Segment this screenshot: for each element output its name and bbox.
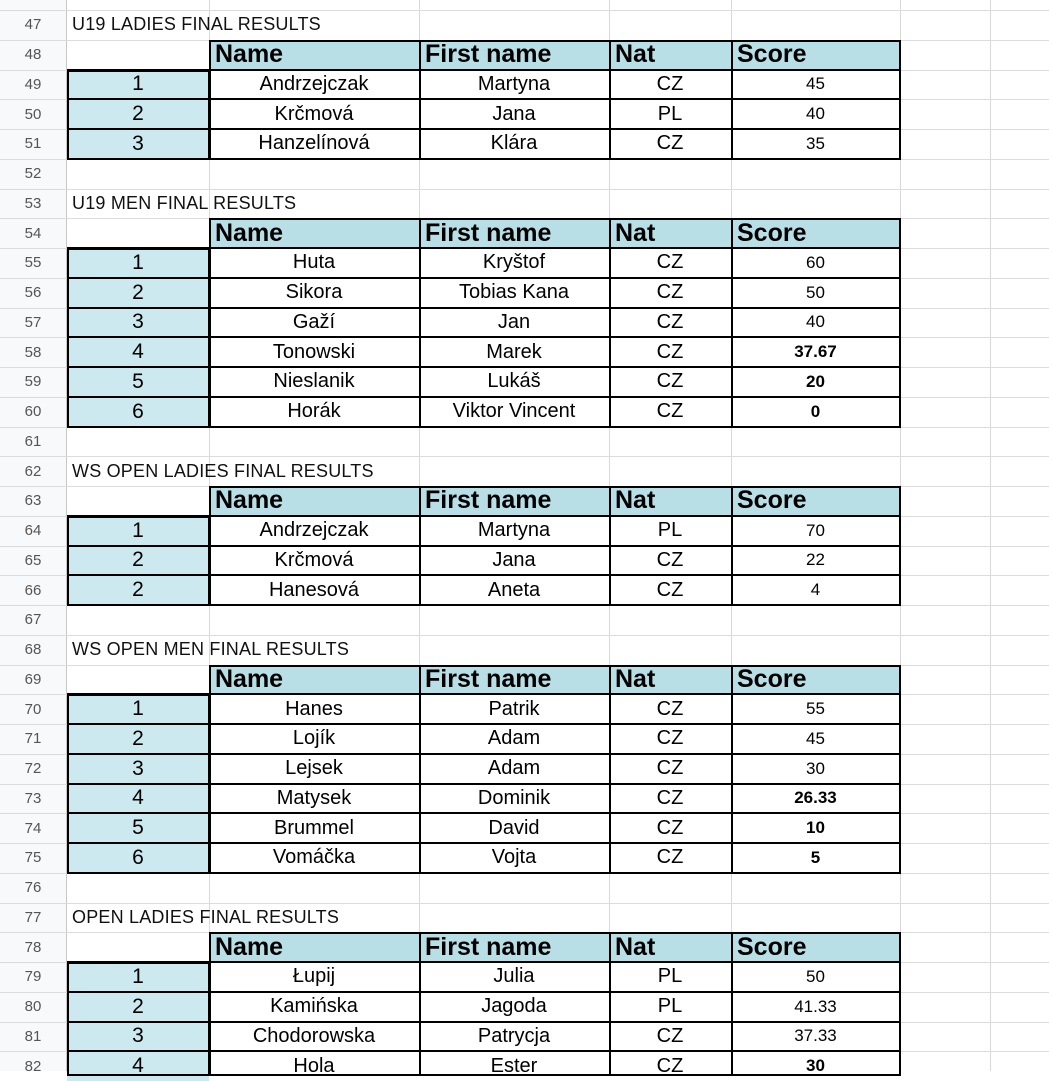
- name-cell[interactable]: Vomáčka: [272, 846, 356, 869]
- row-gridline: [0, 427, 1049, 428]
- header-nat[interactable]: Nat: [615, 40, 656, 69]
- rank-cell[interactable]: 1: [132, 250, 144, 274]
- first-name-cell[interactable]: Marek: [486, 340, 542, 363]
- sheet-row[interactable]: [0, 665, 1049, 695]
- table-row-divider: [67, 1050, 900, 1052]
- row-number[interactable]: 72: [24, 760, 42, 778]
- row-number[interactable]: 47: [24, 16, 42, 34]
- table-row-divider: [67, 842, 900, 844]
- first-name-cell[interactable]: Adam: [487, 757, 541, 780]
- first-name-cell[interactable]: Viktor Vincent: [452, 400, 576, 423]
- first-name-cell[interactable]: Jan: [497, 310, 531, 333]
- row-number[interactable]: 79: [24, 968, 42, 986]
- nat-cell[interactable]: CZ: [656, 370, 684, 393]
- sheet-row[interactable]: [0, 813, 1049, 843]
- header-first-name[interactable]: First name: [425, 40, 552, 69]
- rank-cell[interactable]: 2: [132, 548, 144, 572]
- first-name-cell[interactable]: Lukáš: [487, 370, 541, 393]
- row-number[interactable]: 57: [24, 313, 42, 331]
- table-column-divider: [731, 932, 733, 1075]
- sheet-row[interactable]: [0, 248, 1049, 278]
- sheet-row[interactable]: [0, 189, 1049, 219]
- table-row-divider: [67, 366, 900, 368]
- sheet-row[interactable]: [0, 218, 1049, 248]
- name-cell[interactable]: Andrzejczak: [259, 72, 369, 95]
- score-cell[interactable]: 37.67: [794, 342, 837, 362]
- row-number[interactable]: 49: [24, 75, 42, 93]
- row-number[interactable]: 68: [24, 641, 42, 659]
- sheet-row[interactable]: [0, 397, 1049, 427]
- name-cell[interactable]: Tonowski: [272, 340, 356, 363]
- rank-cell[interactable]: 1: [132, 72, 144, 96]
- header-first-name[interactable]: First name: [425, 664, 552, 693]
- header-first-name[interactable]: First name: [425, 218, 552, 247]
- nat-cell[interactable]: CZ: [656, 72, 684, 95]
- table-row-divider: [67, 783, 900, 785]
- table-row-divider: [67, 961, 900, 963]
- score-cell[interactable]: 35: [806, 133, 825, 153]
- row-number[interactable]: 63: [24, 492, 42, 510]
- sheet-row[interactable]: [0, 605, 1049, 635]
- sheet-row[interactable]: [0, 932, 1049, 962]
- rank-cell[interactable]: 1: [132, 964, 144, 988]
- nat-cell[interactable]: CZ: [656, 281, 684, 304]
- first-name-cell[interactable]: Jagoda: [481, 995, 547, 1018]
- rank-cell[interactable]: 5: [132, 816, 144, 840]
- score-cell[interactable]: 22: [806, 550, 825, 570]
- nat-cell[interactable]: CZ: [656, 786, 684, 809]
- sheet-row[interactable]: [0, 962, 1049, 992]
- score-cell[interactable]: 45: [806, 74, 825, 94]
- name-cell[interactable]: Huta: [292, 251, 336, 274]
- row-number[interactable]: 56: [24, 284, 42, 302]
- row-number[interactable]: 64: [24, 522, 42, 540]
- header-score[interactable]: Score: [737, 664, 807, 693]
- score-cell[interactable]: 26.33: [794, 788, 837, 808]
- score-cell[interactable]: 60: [806, 252, 825, 272]
- header-nat[interactable]: Nat: [615, 664, 656, 693]
- table-row-divider: [67, 753, 900, 755]
- name-cell[interactable]: Lojík: [292, 727, 336, 750]
- row-number[interactable]: 75: [24, 849, 42, 867]
- first-name-cell[interactable]: Patrik: [488, 697, 540, 720]
- section-title: U19 LADIES FINAL RESULTS: [72, 14, 321, 35]
- score-cell[interactable]: 0: [810, 401, 821, 421]
- nat-cell[interactable]: PL: [657, 519, 683, 542]
- name-cell[interactable]: Krčmová: [274, 548, 354, 571]
- table-row-divider: [67, 574, 900, 576]
- nat-cell[interactable]: PL: [657, 995, 683, 1018]
- header-score[interactable]: Score: [737, 486, 807, 515]
- header-first-name[interactable]: First name: [425, 486, 552, 515]
- score-cell[interactable]: 50: [806, 966, 825, 986]
- row-gridline: [0, 873, 1049, 874]
- table-row-divider: [67, 98, 900, 100]
- header-name[interactable]: Name: [215, 218, 284, 247]
- nat-cell[interactable]: PL: [657, 102, 683, 125]
- row-number[interactable]: 67: [24, 611, 42, 629]
- rank-cell[interactable]: 2: [132, 578, 144, 602]
- first-name-cell[interactable]: Tobias Kana: [458, 281, 570, 304]
- score-cell[interactable]: 4: [810, 580, 821, 600]
- sheet-row[interactable]: [0, 546, 1049, 576]
- table-row-divider: [67, 545, 900, 547]
- nat-cell[interactable]: CZ: [656, 846, 684, 869]
- header-score[interactable]: Score: [737, 40, 807, 69]
- header-name[interactable]: Name: [215, 932, 284, 961]
- table-row-divider: [67, 515, 900, 517]
- header-first-name[interactable]: First name: [425, 932, 552, 961]
- sheet-row[interactable]: [0, 1022, 1049, 1052]
- section-title: WS OPEN LADIES FINAL RESULTS: [72, 460, 374, 481]
- header-name[interactable]: Name: [215, 486, 284, 515]
- rank-cell[interactable]: 4: [132, 340, 144, 364]
- nat-cell[interactable]: CZ: [656, 1054, 684, 1077]
- rank-cell[interactable]: 1: [132, 697, 144, 721]
- section-title: OPEN LADIES FINAL RESULTS: [72, 906, 340, 927]
- header-nat[interactable]: Nat: [615, 486, 656, 515]
- sheet-row[interactable]: [0, 873, 1049, 903]
- name-cell[interactable]: Horák: [287, 400, 341, 423]
- sheet-row[interactable]: [0, 367, 1049, 397]
- name-cell[interactable]: Matysek: [276, 786, 352, 809]
- name-cell[interactable]: Hola: [293, 1054, 335, 1077]
- rank-cell[interactable]: 2: [132, 726, 144, 750]
- header-score[interactable]: Score: [737, 932, 807, 961]
- header-score[interactable]: Score: [737, 218, 807, 247]
- row-number[interactable]: 58: [24, 343, 42, 361]
- sheet-row[interactable]: [0, 575, 1049, 605]
- name-cell[interactable]: Hanzelínová: [258, 132, 370, 155]
- row-number[interactable]: 54: [24, 224, 42, 242]
- rank-cell[interactable]: 5: [132, 369, 144, 393]
- score-cell[interactable]: 5: [810, 847, 821, 867]
- rank-cell[interactable]: 2: [132, 280, 144, 304]
- score-cell[interactable]: 50: [806, 282, 825, 302]
- rank-cell[interactable]: 3: [132, 756, 144, 780]
- name-cell[interactable]: Kamińska: [270, 995, 358, 1018]
- sheet-row[interactable]: [0, 724, 1049, 754]
- sheet-row[interactable]: [0, 337, 1049, 367]
- sheet-row[interactable]: [0, 992, 1049, 1022]
- table-row-divider: [67, 128, 900, 130]
- first-name-cell[interactable]: Kryštof: [482, 251, 546, 274]
- row-number[interactable]: 50: [24, 105, 42, 123]
- sheet-row[interactable]: [0, 486, 1049, 516]
- first-name-cell[interactable]: Vojta: [491, 846, 537, 869]
- score-cell[interactable]: 30: [806, 758, 825, 778]
- name-cell[interactable]: Hanes: [285, 697, 343, 720]
- nat-cell[interactable]: CZ: [656, 727, 684, 750]
- first-name-cell[interactable]: David: [488, 816, 540, 839]
- row-number[interactable]: 55: [24, 254, 42, 272]
- score-cell[interactable]: 55: [806, 699, 825, 719]
- rank-cell[interactable]: 2: [132, 994, 144, 1018]
- row-number[interactable]: 81: [24, 1027, 42, 1045]
- sheet-row[interactable]: [0, 10, 1049, 40]
- row-number[interactable]: 48: [24, 46, 42, 64]
- table-row-divider: [67, 307, 900, 309]
- nat-cell[interactable]: CZ: [656, 132, 684, 155]
- nat-cell[interactable]: CZ: [656, 548, 684, 571]
- row-number[interactable]: 61: [24, 432, 42, 450]
- score-cell[interactable]: 40: [806, 104, 825, 124]
- name-cell[interactable]: Krčmová: [274, 102, 354, 125]
- sheet-row[interactable]: [0, 1051, 1049, 1081]
- row-number[interactable]: 62: [24, 462, 42, 480]
- row-number[interactable]: 77: [24, 908, 42, 926]
- score-cell[interactable]: 20: [806, 371, 825, 391]
- name-cell[interactable]: Chodorowska: [252, 1024, 376, 1047]
- row-number[interactable]: 60: [24, 403, 42, 421]
- rank-cell[interactable]: 3: [132, 131, 144, 155]
- sheet-row[interactable]: [0, 427, 1049, 457]
- sheet-row[interactable]: [0, 278, 1049, 308]
- first-name-cell[interactable]: Adam: [487, 727, 541, 750]
- nat-cell[interactable]: CZ: [656, 251, 684, 274]
- table-row-divider: [67, 69, 900, 71]
- first-name-cell[interactable]: Julia: [493, 965, 535, 988]
- first-name-cell[interactable]: Martyna: [477, 519, 551, 542]
- name-cell[interactable]: Łupij: [292, 965, 336, 988]
- nat-cell[interactable]: CZ: [656, 310, 684, 333]
- first-name-cell[interactable]: Jana: [492, 102, 536, 125]
- sheet-row[interactable]: [0, 99, 1049, 129]
- header-name[interactable]: Name: [215, 664, 284, 693]
- sheet-row[interactable]: [0, 40, 1049, 70]
- sheet-row[interactable]: [0, 694, 1049, 724]
- header-nat[interactable]: Nat: [615, 218, 656, 247]
- sheet-row[interactable]: [0, 903, 1049, 933]
- name-cell[interactable]: Sikora: [285, 281, 343, 304]
- score-cell[interactable]: 37.33: [794, 1026, 837, 1046]
- row-gridline: [0, 159, 1049, 160]
- sheet-row[interactable]: [0, 516, 1049, 546]
- nat-cell[interactable]: CZ: [656, 697, 684, 720]
- first-name-cell[interactable]: Aneta: [487, 578, 541, 601]
- score-cell[interactable]: 30: [806, 1056, 825, 1076]
- table-row-divider: [67, 723, 900, 725]
- score-cell[interactable]: 10: [806, 818, 825, 838]
- name-cell[interactable]: Lejsek: [285, 757, 343, 780]
- header-nat[interactable]: Nat: [615, 932, 656, 961]
- name-cell[interactable]: Brummel: [273, 816, 354, 839]
- score-cell[interactable]: 45: [806, 728, 825, 748]
- sheet-row[interactable]: [0, 784, 1049, 814]
- first-name-cell[interactable]: Klára: [490, 132, 538, 155]
- sheet-row[interactable]: [0, 635, 1049, 665]
- row-number[interactable]: 65: [24, 551, 42, 569]
- row-number[interactable]: 76: [24, 879, 42, 897]
- table-row-divider: [67, 277, 900, 279]
- table-row-divider: [67, 1021, 900, 1023]
- rank-cell[interactable]: 6: [132, 845, 144, 869]
- nat-cell[interactable]: PL: [657, 965, 683, 988]
- row-number[interactable]: 69: [24, 670, 42, 688]
- name-cell[interactable]: Hanesová: [268, 578, 360, 601]
- table-column-divider: [609, 932, 611, 1075]
- row-number[interactable]: 66: [24, 581, 42, 599]
- table-row-divider: [67, 247, 900, 249]
- name-cell[interactable]: Nieslanik: [273, 370, 355, 393]
- row-number[interactable]: 52: [24, 165, 42, 183]
- nat-cell[interactable]: CZ: [656, 400, 684, 423]
- first-name-cell[interactable]: Ester: [490, 1054, 538, 1077]
- nat-cell[interactable]: CZ: [656, 340, 684, 363]
- name-cell[interactable]: Andrzejczak: [259, 519, 369, 542]
- nat-cell[interactable]: CZ: [656, 1024, 684, 1047]
- sheet-row[interactable]: [0, 308, 1049, 338]
- first-name-cell[interactable]: Patrycja: [477, 1024, 551, 1047]
- table-row-divider: [67, 991, 900, 993]
- first-name-cell[interactable]: Martyna: [477, 72, 551, 95]
- row-number[interactable]: 82: [24, 1057, 42, 1075]
- nat-cell[interactable]: CZ: [656, 816, 684, 839]
- sheet-row[interactable]: [0, 843, 1049, 873]
- row-number[interactable]: 78: [24, 938, 42, 956]
- section-title: WS OPEN MEN FINAL RESULTS: [72, 639, 350, 660]
- row-number[interactable]: 59: [24, 373, 42, 391]
- rank-cell[interactable]: 1: [132, 518, 144, 542]
- header-name[interactable]: Name: [215, 40, 284, 69]
- name-cell[interactable]: Gaží: [292, 310, 336, 333]
- table-row-divider: [67, 396, 900, 398]
- sheet-row[interactable]: [0, 456, 1049, 486]
- score-cell[interactable]: 41.33: [794, 996, 837, 1016]
- table-column-divider: [419, 932, 421, 1075]
- first-name-cell[interactable]: Dominik: [477, 786, 551, 809]
- rank-cell[interactable]: 4: [132, 786, 144, 810]
- row-number[interactable]: 73: [24, 789, 42, 807]
- row-gridline: [0, 605, 1049, 606]
- section-title: U19 MEN FINAL RESULTS: [72, 192, 297, 213]
- first-name-cell[interactable]: Jana: [492, 548, 536, 571]
- sheet-row[interactable]: [0, 70, 1049, 100]
- score-cell[interactable]: 40: [806, 312, 825, 332]
- nat-cell[interactable]: CZ: [656, 578, 684, 601]
- score-cell[interactable]: 70: [806, 520, 825, 540]
- sheet-row[interactable]: [0, 159, 1049, 189]
- rank-cell[interactable]: 4: [132, 1054, 144, 1078]
- rank-cell[interactable]: 3: [132, 1024, 144, 1048]
- sheet-row[interactable]: [0, 129, 1049, 159]
- row-number[interactable]: 71: [24, 730, 42, 748]
- row-number[interactable]: 51: [24, 135, 42, 153]
- rank-cell[interactable]: 6: [132, 399, 144, 423]
- table-row-divider: [67, 336, 900, 338]
- table-row-divider: [67, 812, 900, 814]
- row-number[interactable]: 74: [24, 819, 42, 837]
- row-number[interactable]: 70: [24, 700, 42, 718]
- nat-cell[interactable]: CZ: [656, 757, 684, 780]
- row-number[interactable]: 53: [24, 194, 42, 212]
- row-number[interactable]: 80: [24, 998, 42, 1016]
- table-row-divider: [67, 693, 900, 695]
- rank-cell[interactable]: 2: [132, 102, 144, 126]
- rank-cell[interactable]: 3: [132, 310, 144, 334]
- sheet-row[interactable]: [0, 754, 1049, 784]
